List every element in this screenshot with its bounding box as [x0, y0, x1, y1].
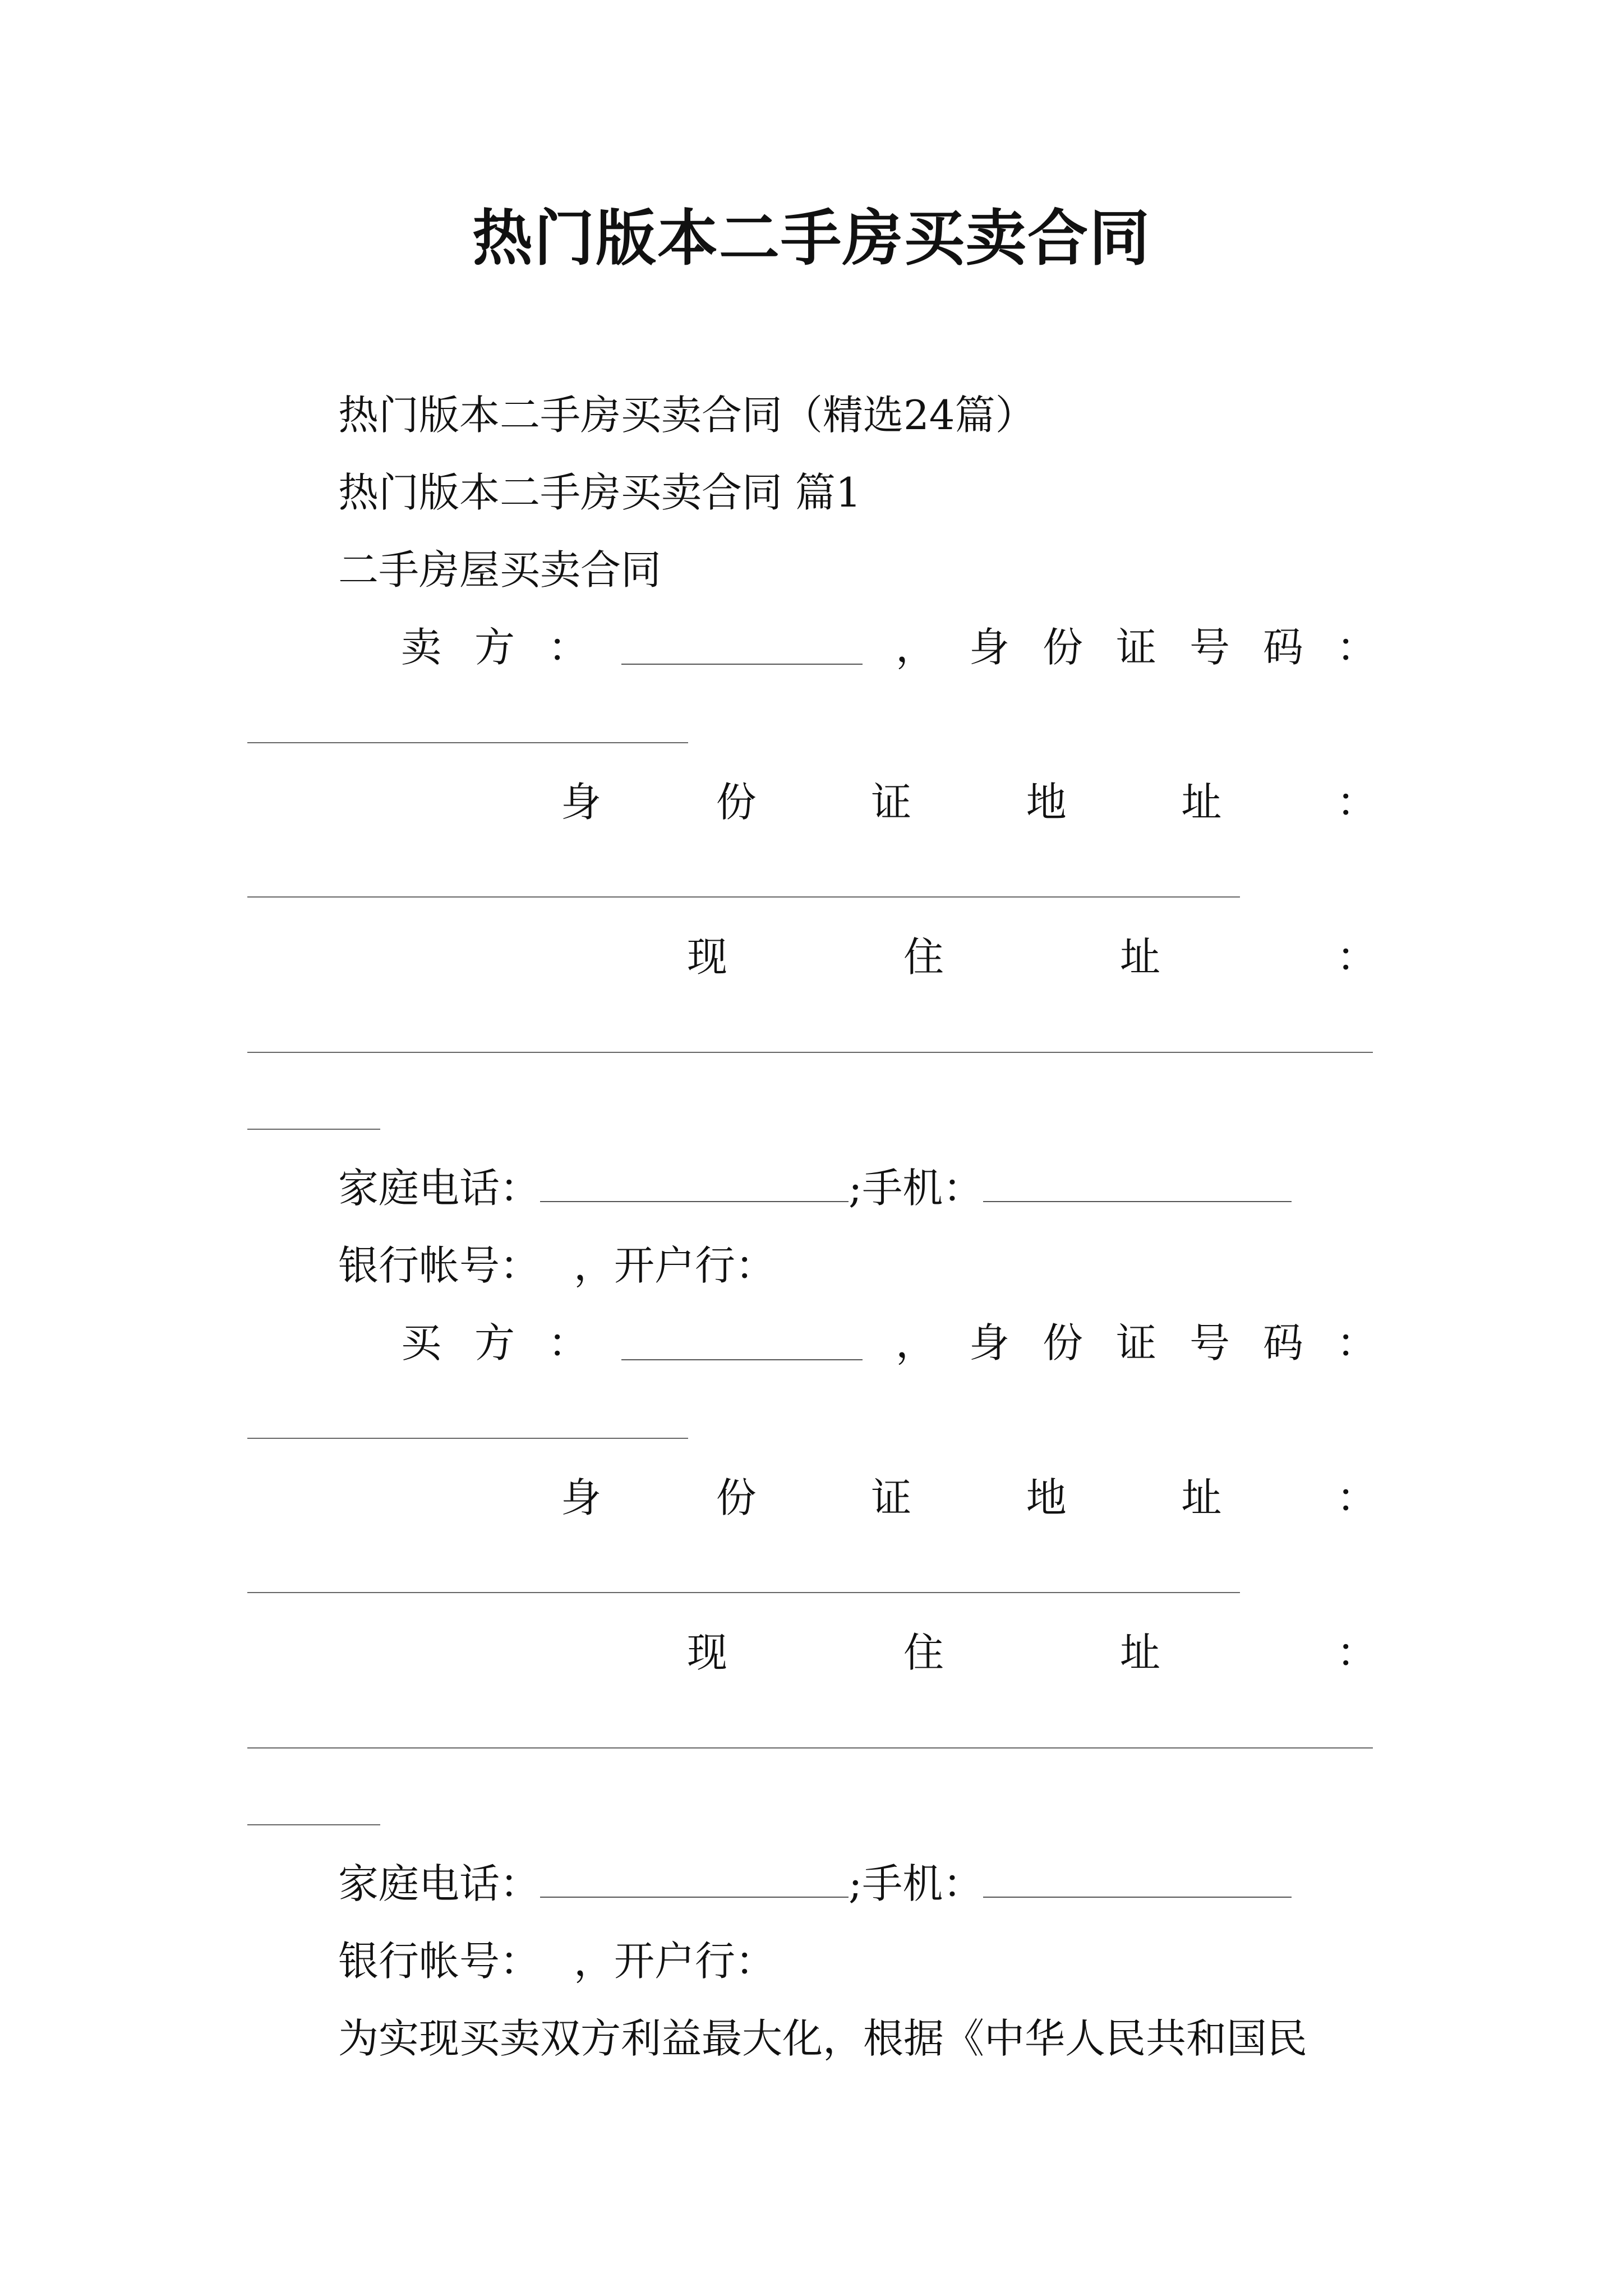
seller-id-label-char: 份: [1042, 624, 1083, 671]
seller-id-address-blank[interactable]: [247, 896, 1240, 898]
seller-id-address-char: ：: [1336, 779, 1377, 826]
buyer-id-address-row: [561, 1470, 1377, 1526]
seller-id-label-char: 证: [1115, 624, 1156, 671]
seller-current-address-row: [687, 929, 1377, 985]
seller-id-address-char: 证: [871, 779, 912, 826]
seller-address-char: 址: [1119, 933, 1160, 981]
buyer-current-address-blank[interactable]: [247, 1747, 1373, 1749]
buyer-current-address-blank-cont[interactable]: [247, 1824, 380, 1825]
buyer-id-label-char: 证: [1115, 1319, 1156, 1366]
buyer-label-char: 买: [401, 1319, 442, 1366]
seller-id-address-char: 身: [561, 779, 602, 826]
buyer-address-char: 住: [903, 1629, 944, 1676]
buyer-comma: ，: [895, 1319, 936, 1366]
seller-bank-branch-label: ，开户行：: [574, 1242, 776, 1289]
seller-address-char: ：: [1336, 933, 1377, 981]
buyer-address-char: ：: [1336, 1629, 1377, 1676]
seller-bank-account-label: 银行帐号：: [338, 1242, 541, 1289]
seller-address-char: 住: [903, 933, 944, 981]
buyer-id-address-char: 地: [1026, 1474, 1067, 1521]
buyer-id-number-blank[interactable]: [247, 1438, 688, 1439]
seller-current-address-blank[interactable]: [247, 1052, 1373, 1053]
buyer-id-address-blank[interactable]: [247, 1592, 1240, 1593]
subtitle: 热门版本二手房买卖合同（精选24篇）: [338, 392, 1036, 439]
buyer-id-address-char: 份: [716, 1474, 757, 1521]
seller-bank-row: [338, 1237, 776, 1294]
buyer-id-label-char: 身: [969, 1319, 1009, 1366]
seller-id-address-char: 份: [716, 779, 757, 826]
closing-paragraph: 为实现买卖双方利益最大化，根据《中华人民共和国民: [338, 2015, 1308, 2062]
buyer-id-label-char: 份: [1042, 1319, 1083, 1366]
seller-id-address-char: 址: [1181, 779, 1222, 826]
contract-name: 二手房屋买卖合同: [338, 546, 662, 593]
seller-id-label-char: 码: [1262, 624, 1303, 671]
buyer-party-row: [401, 1315, 1377, 1371]
buyer-bank-branch-label: ，开户行：: [574, 1938, 776, 1985]
seller-id-address-char: 地: [1026, 779, 1067, 826]
buyer-id-address-char: ：: [1336, 1474, 1377, 1521]
seller-label-char: 方: [474, 624, 515, 671]
buyer-mobile-label: ;手机：: [849, 1860, 984, 1907]
seller-home-phone-blank[interactable]: [540, 1167, 849, 1202]
buyer-id-label-char: 号: [1189, 1319, 1230, 1366]
buyer-mobile-blank[interactable]: [983, 1863, 1292, 1898]
seller-home-phone-label: 家庭电话：: [338, 1165, 541, 1212]
seller-comma: ，: [895, 624, 936, 671]
buyer-address-char: 址: [1119, 1629, 1160, 1676]
buyer-bank-row: [338, 1933, 776, 1989]
seller-name-blank[interactable]: [621, 630, 863, 665]
document-title: 热门版本二手房买卖合同: [472, 203, 1151, 274]
seller-id-address-row: [561, 774, 1377, 830]
buyer-id-address-char: 身: [561, 1474, 602, 1521]
seller-label-char: ：: [548, 624, 589, 671]
buyer-id-address-char: 证: [871, 1474, 912, 1521]
chapter-heading: 热门版本二手房买卖合同 篇1: [338, 469, 861, 516]
buyer-home-phone-label: 家庭电话：: [338, 1860, 541, 1907]
buyer-address-char: 现: [687, 1629, 728, 1676]
seller-id-label-char: 号: [1189, 624, 1230, 671]
seller-id-number-blank[interactable]: [247, 742, 688, 743]
seller-id-label-char: 身: [969, 624, 1009, 671]
buyer-id-label-char: 码: [1262, 1319, 1303, 1366]
seller-mobile-blank[interactable]: [983, 1167, 1292, 1202]
seller-mobile-label: ;手机：: [849, 1165, 984, 1212]
buyer-label-char: ：: [548, 1319, 589, 1366]
seller-current-address-blank-cont[interactable]: [247, 1129, 380, 1130]
buyer-id-address-char: 址: [1181, 1474, 1222, 1521]
buyer-current-address-row: [687, 1625, 1377, 1681]
seller-address-char: 现: [687, 933, 728, 981]
buyer-phone-row: [338, 1856, 1292, 1912]
buyer-home-phone-blank[interactable]: [540, 1863, 849, 1898]
buyer-bank-account-label: 银行帐号：: [338, 1938, 541, 1985]
seller-party-row: [401, 619, 1377, 675]
seller-phone-row: [338, 1160, 1292, 1216]
buyer-id-label-char: ：: [1336, 1319, 1377, 1366]
seller-id-label-char: ：: [1336, 624, 1377, 671]
buyer-label-char: 方: [474, 1319, 515, 1366]
seller-label-char: 卖: [401, 624, 442, 671]
buyer-name-blank[interactable]: [621, 1326, 863, 1360]
